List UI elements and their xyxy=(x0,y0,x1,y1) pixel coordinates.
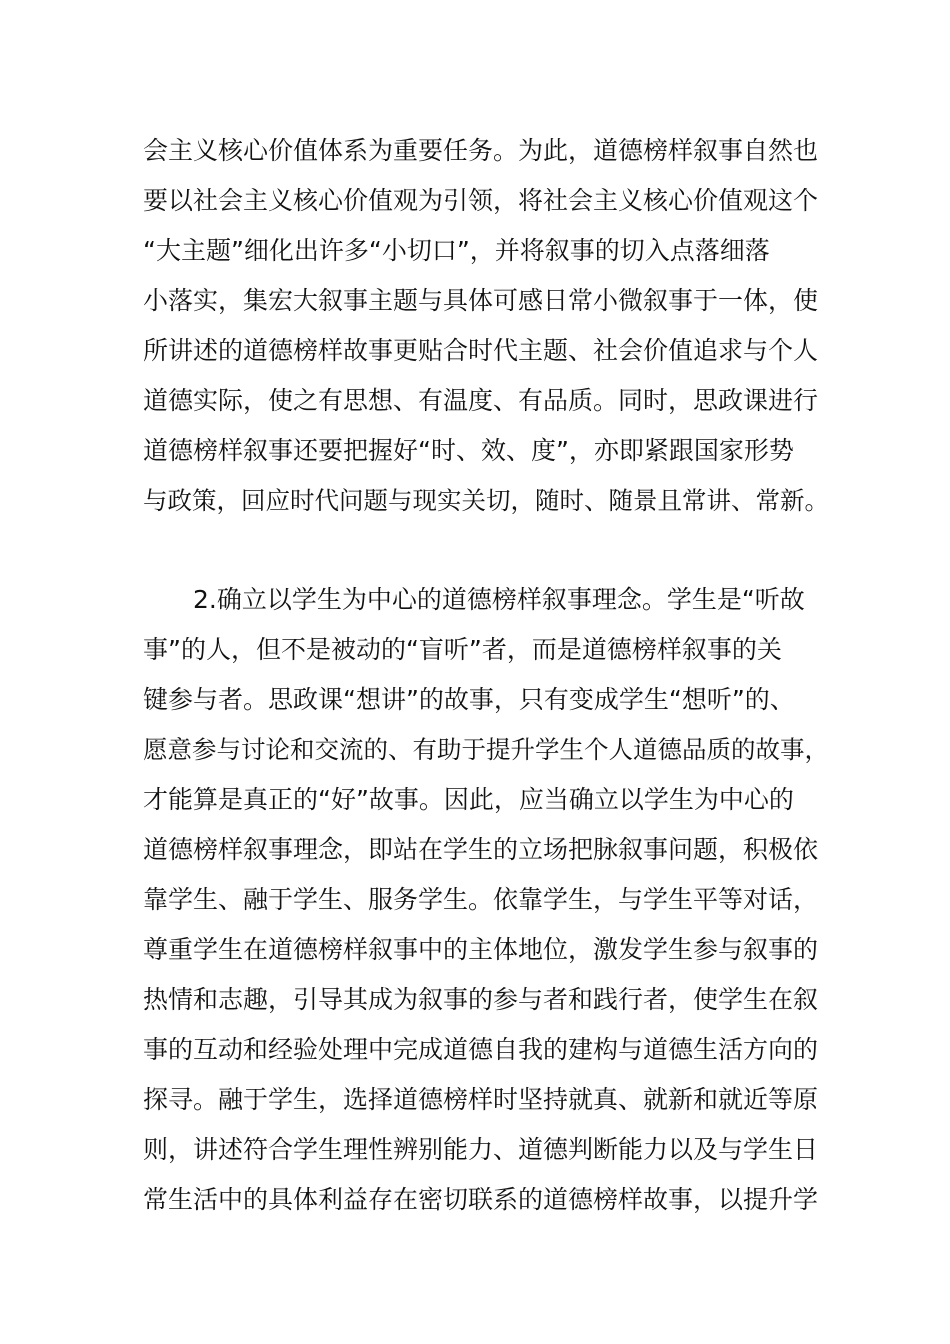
paragraph1-line-5: 所讲述的道德榜样故事更贴合时代主题、社会价值追求与个人 xyxy=(143,336,819,365)
paragraph1-line-2: 要以社会主义核心价值观为引领，将社会主义核心价值观这个 xyxy=(143,186,819,215)
paragraph1-line-4: 小落实，集宏大叙事主题与具体可感日常小微叙事于一体，使 xyxy=(143,286,819,315)
paragraph2-line-7: 靠学生、融于学生、服务学生。依靠学生，与学生平等对话， xyxy=(143,885,819,914)
paragraph2-line-13: 常生活中的具体利益存在密切联系的道德榜样故事，以提升学 xyxy=(143,1185,819,1214)
paragraph2-line-10: 事的互动和经验处理中完成道德自我的建构与道德生活方向的 xyxy=(143,1035,819,1064)
paragraph2-line-12: 则，讲述符合学生理性辨别能力、道德判断能力以及与学生日 xyxy=(143,1135,819,1164)
paragraph2-line-5: 才能算是真正的“好”故事。因此，应当确立以学生为中心的 xyxy=(143,785,794,814)
paragraph2-line-11: 探寻。融于学生，选择道德榜样时坚持就真、就新和就近等原 xyxy=(143,1085,819,1114)
paragraph1-line-8: 与政策，回应时代问题与现实关切，随时、随景且常讲、常新。 xyxy=(143,486,829,515)
paragraph2-line-8: 尊重学生在道德榜样叙事中的主体地位，激发学生参与叙事的 xyxy=(143,935,819,964)
paragraph1-line-7: 道德榜样叙事还要把握好“时、效、度”，亦即紧跟国家形势 xyxy=(143,436,794,465)
paragraph2-line-4: 愿意参与讨论和交流的、有助于提升学生个人道德品质的故事， xyxy=(143,735,829,764)
paragraph2-line-9: 热情和志趣，引导其成为叙事的参与者和践行者，使学生在叙 xyxy=(143,985,819,1014)
paragraph1-line-6: 道德实际，使之有思想、有温度、有品质。同时，思政课进行 xyxy=(143,386,819,415)
paragraph2-line-6: 道德榜样叙事理念，即站在学生的立场把脉叙事问题，积极依 xyxy=(143,835,819,864)
paragraph1-line-1: 会主义核心价值体系为重要任务。为此，道德榜样叙事自然也 xyxy=(143,136,819,165)
paragraph2-line-1: 2.确立以学生为中心的道德榜样叙事理念。学生是“听故 xyxy=(193,585,805,614)
paragraph2-line-2: 事”的人，但不是被动的“盲听”者，而是道德榜样叙事的关 xyxy=(143,635,782,664)
paragraph1-line-3: “大主题”细化出许多“小切口”，并将叙事的切入点落细落 xyxy=(143,236,770,265)
paragraph2-line-3: 键参与者。思政课“想讲”的故事，只有变成学生“想听”的、 xyxy=(143,685,795,714)
